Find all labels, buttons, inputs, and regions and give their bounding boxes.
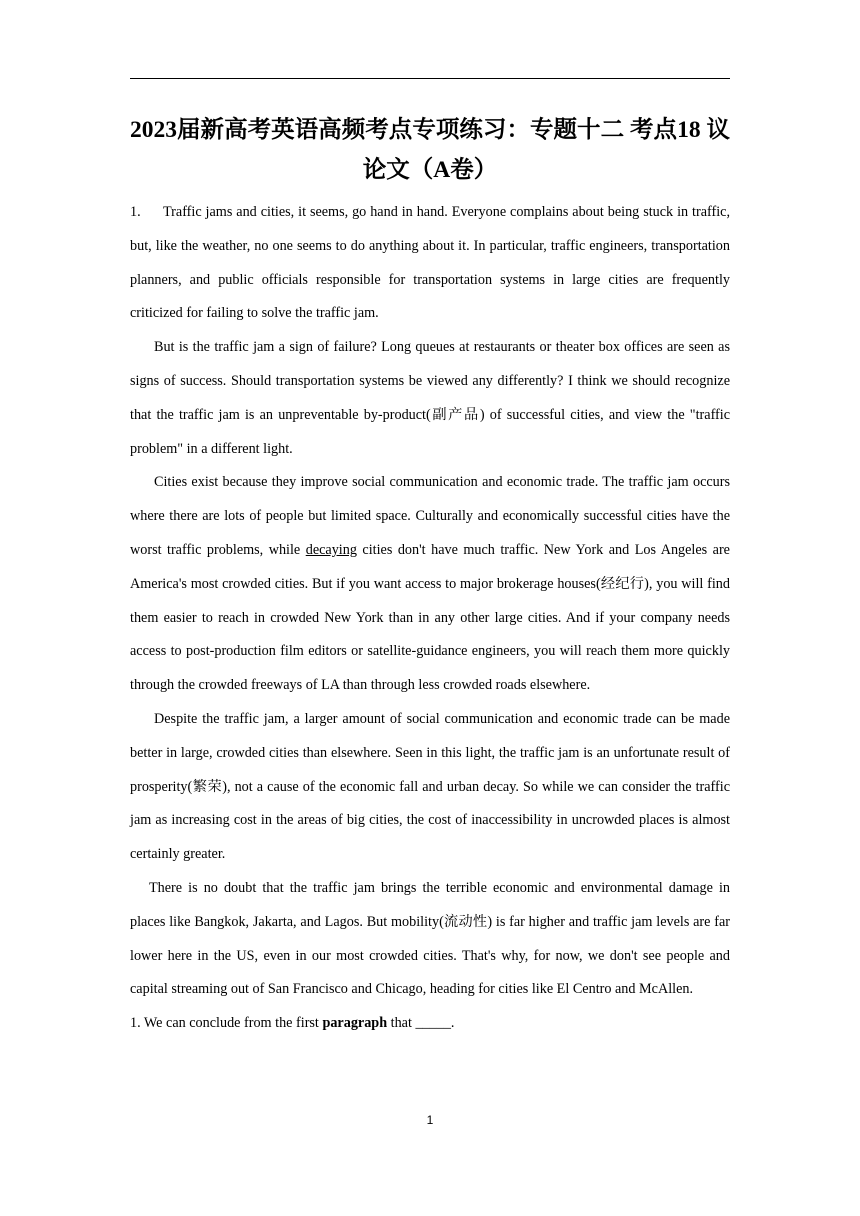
header-rule: [130, 78, 730, 79]
question-suffix: that _____.: [387, 1015, 455, 1032]
paragraph-3-text-b: cities don't have much traffic. New York and Los Angeles are America's most crowded cities. But if you want access to major brokerage houses(经纪行), you will find them easier to reach in crowded New York than in any other large cities. And if your company needs access to post-production film editors or satellite-guidance engineers, you will reach them more quickly through the crowded freeways of LA than through less crowded roads elsewhere.: [130, 541, 730, 694]
paragraph-3: [130, 466, 730, 703]
paragraph-1: [130, 196, 730, 331]
paragraph-4: Despite the traffic jam, a larger amount of social communication and economic trade can be made better in large, crowded cities than elsewhere. Seen in this light, the traffic jam is an unfortunate result of prosperity(繁荣), not a cause of the economic fall and urban decay. So while we can consider the traffic jam as increasing cost in the areas of big cities, the cost of inaccessibility in uncrowded places is almost certainly greater.: [130, 710, 730, 863]
underlined-word: decaying: [305, 541, 357, 558]
question-bold-word: paragraph: [322, 1015, 388, 1032]
item-number: 1.: [130, 204, 141, 220]
question-1: [130, 1007, 730, 1041]
paragraph-3-text-a: Cities exist because they improve social communication and economic trade. The traffic jam occurs where there are lots of people but limited space. Culturally and economically successful cities have the worst traffic problems, while: [130, 474, 730, 558]
reading-passage: [130, 196, 730, 1041]
paragraph-1-text: Traffic jams and cities, it seems, go hand in hand. Everyone complains about being stuck in traffic, but, like the weather, no one seems to do anything about it. In particular, traffic engineers, transportation planners, and public officials responsible for transportation systems in large cities are frequently criticized for failing to solve the traffic jam.: [130, 204, 730, 322]
page-title: 2023届新高考英语高频考点专项练习：专题十二 考点18 议论文（A卷）: [130, 117, 730, 183]
question-prefix: 1. We can conclude from the first: [130, 1015, 323, 1032]
paragraph-5: There is no doubt that the traffic jam brings the terrible economic and environmental damage in places like Bangkok, Jakarta, and Lagos. But mobility(流动性) is far higher and traffic jam levels are far lower here in the US, even in our most crowded cities. That's why, for now, we don't see people and capital streaming out of San Francisco and Chicago, heading for cities like El Centro and McAllen.: [130, 879, 730, 998]
page-number: 1: [426, 1113, 434, 1127]
paragraph-2: But is the traffic jam a sign of failure? Long queues at restaurants or theater box offices are seen as signs of success. Should transportation systems be viewed any differently? I think we should recognize that the traffic jam is an unpreventable by-product(副产品) of successful cities, and view the "traffic problem" in a different light.: [130, 339, 730, 457]
